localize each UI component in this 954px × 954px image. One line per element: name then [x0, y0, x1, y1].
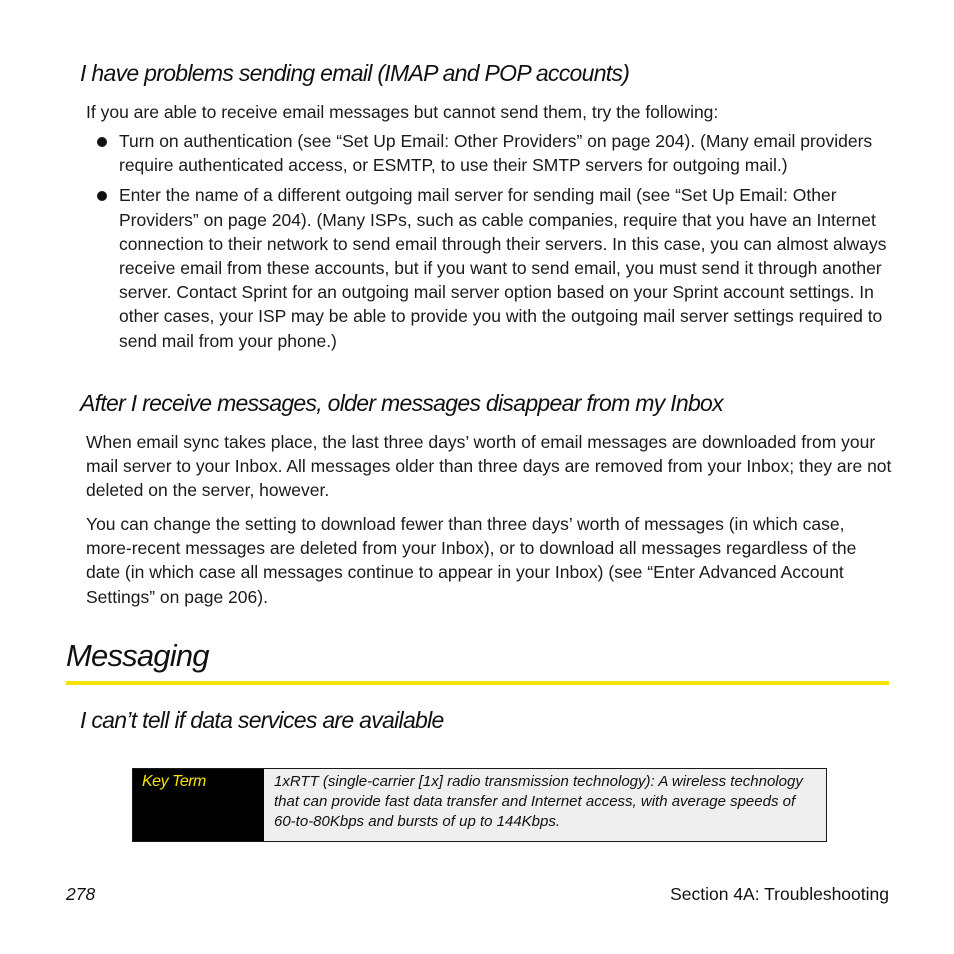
intro-paragraph: If you are able to receive email messages but cannot send them, try the following: [86, 102, 719, 122]
section-heading-older-messages: After I receive messages, older messages disappear from my Inbox [80, 390, 723, 416]
section-heading-data-services: I can’t tell if data services are available [80, 707, 444, 733]
change-setting-paragraph: You can change the setting to download fewer than three days’ worth of messages (in which case, more-recent messages are deleted from your Inbox), or to download all messages regardless of the date (in which case all messages continue to appear in your Inbox) (see “Enter Advanced Account Settings” on page 206). [86, 514, 857, 607]
key-term-label: Key Term [133, 769, 264, 841]
key-term-box [132, 768, 827, 842]
bullet-text: Enter the name of a different outgoing mail server for sending mail (see “Set Up Email: Other Providers” on page 204). (Many ISPs, such as cable companies, require that you have an Internet connection to their network to send email through their servers. In this case, you can almost always receive email from these accounts, but if you want to send email, you must send it through another server. Contact Sprint for an outgoing mail server option based on your Sprint account settings. In other cases, your ISP may be able to provide you with the outgoing mail server settings required to send mail from your phone.) [119, 185, 887, 351]
page-title-messaging: Messaging [66, 638, 209, 673]
section-footer: Section 4A: Troubleshooting [670, 884, 889, 904]
bullet-item-authentication [86, 129, 892, 177]
key-term-definition [264, 769, 826, 841]
page-number: 278 [66, 884, 96, 904]
bullet-item-outgoing-server [86, 183, 892, 352]
bullet-text: Turn on authentication (see “Set Up Email: Other Providers” on page 204). (Many email providers require authenticated access, or ESMTP, to use their SMTP servers for outgoing mail.) [119, 131, 873, 176]
key-term-name: 1xRTT (single-carrier [1x] radio transmission technology): [274, 773, 655, 790]
section-divider [66, 681, 889, 685]
sync-paragraph: When email sync takes place, the last three days’ worth of email messages are downloaded from your mail server to your Inbox. All messages older than three days are removed from your Inbox; they are not deleted on the server, however. [86, 432, 892, 501]
section-heading-sending-email: I have problems sending email (IMAP and POP accounts) [80, 60, 630, 86]
key-term-text: A wireless technology that can provide fast data transfer and Internet access, with average speeds of 60-to-80Kbps and bursts of up to 144Kbps. [274, 773, 803, 831]
troubleshooting-bullet-list [86, 129, 892, 359]
bullet-dot-icon [97, 191, 107, 201]
bullet-dot-icon [97, 137, 107, 147]
